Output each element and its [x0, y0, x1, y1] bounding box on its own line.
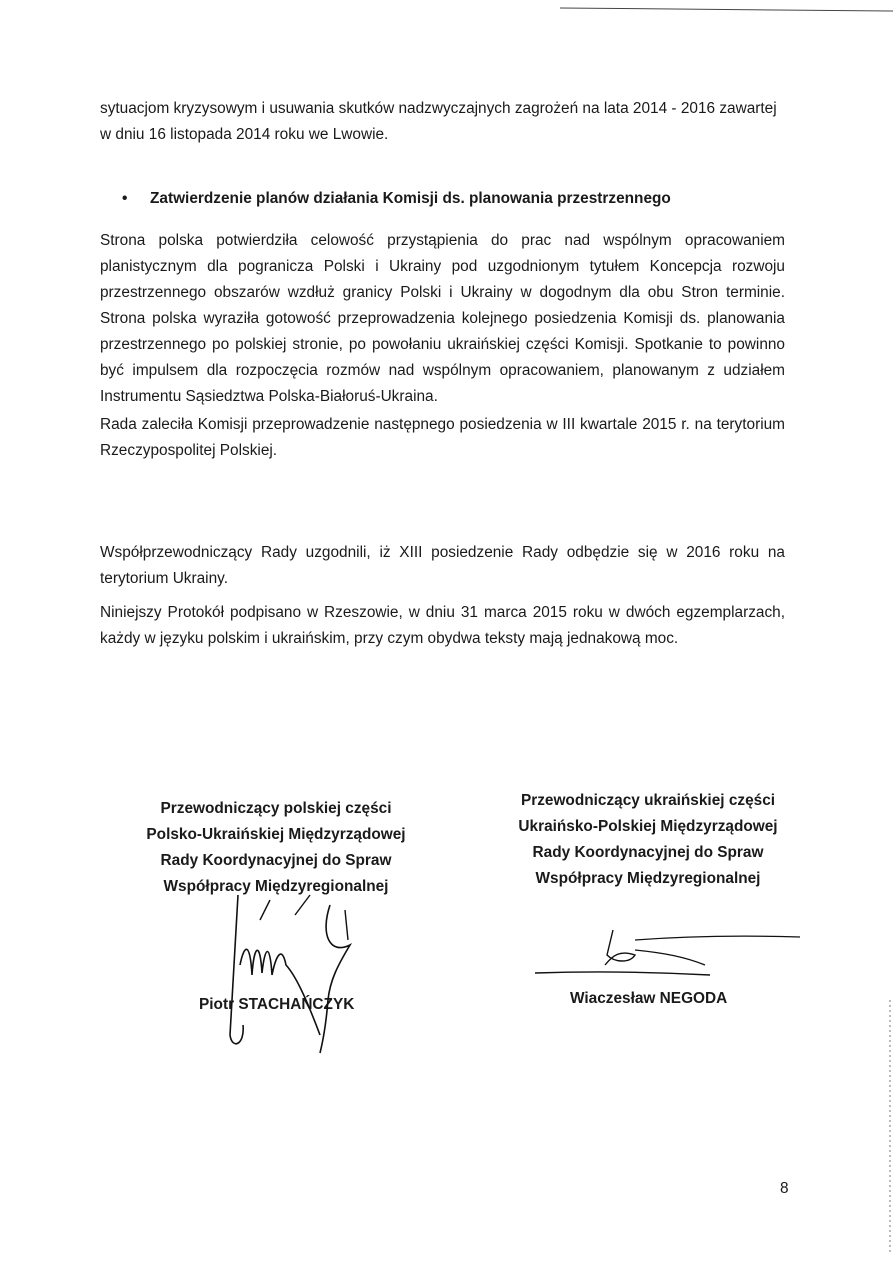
- right-title-line: Ukraińsko-Polskiej Międzyrządowej: [518, 818, 778, 835]
- bullet-icon: •: [122, 190, 128, 207]
- left-title-line: Współpracy Międzyregionalnej: [163, 878, 389, 895]
- page-number: 8: [780, 1180, 789, 1197]
- left-title-line: Przewodniczący polskiej części: [160, 800, 392, 817]
- paragraph-council-recommendation: Rada zaleciła Komisji przeprowadzenie następnego posiedzenia w III kwartale 2015 r. na terytorium Rzeczypospolitej Polskiej.: [100, 416, 785, 459]
- scan-top-edge: [0, 0, 893, 18]
- left-title-line: Rady Koordynacyjnej do Spraw: [160, 852, 392, 869]
- paragraph-commission-planning: Strona polska potwierdziła celowość przystąpienia do prac nad wspólnym opracowaniem planistycznym dla pogranicza Polski i Ukrainy pod uzgodnionym tytułem Koncepcja rozwoju przestrzennego obszarów wzdłuż granicy Polski i Ukrainy w dogodnym dla obu Stron terminie. Strona polska wyraziła gotowość przeprowadzenia kolejnego posiedzenia Komisji ds. planowania przestrzennego po polskiej stronie, po powołaniu ukraińskiej części Komisji. Spotkanie to powinno być impulsem dla rozpoczęcia rozmów nad wspólnym opracowaniem, planowanym z udziałem Instrumentu Sąsiedztwa Polska-Białoruś-Ukraina.: [100, 232, 785, 405]
- paragraph-protocol-signed: Niniejszy Protokół podpisano w Rzeszowie, w dniu 31 marca 2015 roku w dwóch egzemplarzach, każdy w języku polskim i ukraińskim, przy czym obydwa teksty mają jednakową moc.: [100, 604, 785, 647]
- right-signatory-name: Wiaczesław NEGODA: [570, 990, 728, 1007]
- right-handwritten-signature: [535, 925, 805, 985]
- left-handwritten-signature: [210, 885, 360, 1055]
- right-title-line: Przewodniczący ukraińskiej części: [520, 792, 776, 809]
- continuation-paragraph: sytuacjom kryzysowym i usuwania skutków nadzwyczajnych zagrożeń na lata 2014 - 2016 zawartej w dniu 16 listopada 2014 roku we Lwowie.: [100, 100, 777, 143]
- left-title-line: Polsko-Ukraińskiej Międzyrządowej: [146, 826, 406, 843]
- paragraph-next-meeting: Współprzewodniczący Rady uzgodnili, iż XIII posiedzenie Rady odbędzie się w 2016 roku na terytorium Ukrainy.: [100, 544, 785, 587]
- section-heading: [122, 190, 671, 208]
- scan-right-edge: [885, 1000, 893, 1255]
- right-title-line: Współpracy Międzyregionalnej: [535, 870, 761, 887]
- section-heading-text: Zatwierdzenie planów działania Komisji ds. planowania przestrzennego: [150, 190, 671, 207]
- right-signatory-title: [483, 788, 813, 892]
- right-title-line: Rady Koordynacyjnej do Spraw: [532, 844, 764, 861]
- left-signatory-name: Piotr STACHAŃCZYK: [199, 996, 355, 1013]
